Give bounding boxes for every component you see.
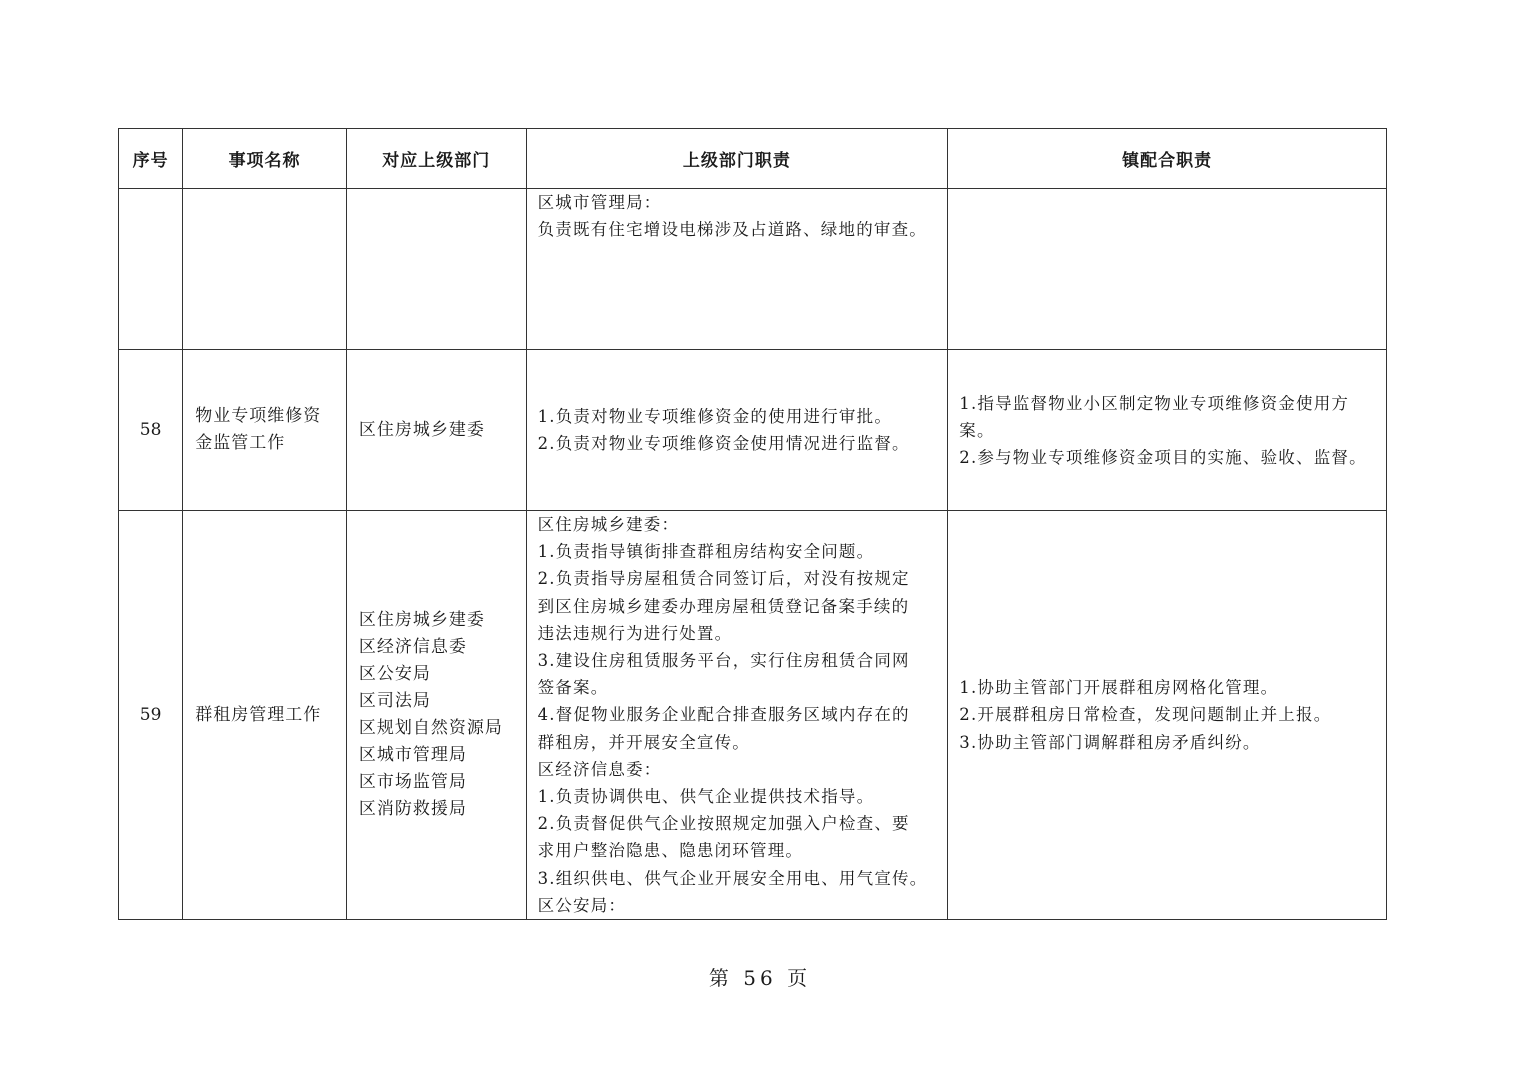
cell-name bbox=[183, 189, 347, 350]
name-line: 群租房管理工作 bbox=[195, 704, 322, 725]
name-line: 物业专项维修资 bbox=[195, 406, 322, 426]
header-town: 镇配合职责 bbox=[948, 129, 1387, 189]
duty-table bbox=[118, 128, 1387, 920]
duty-line: 1.负责指导镇街排查群租房结构安全问题。 bbox=[537, 542, 875, 562]
town-line: 3.协助主管部门调解群租房矛盾纠纷。 bbox=[959, 732, 1261, 752]
table-row bbox=[119, 189, 1387, 350]
duty-line: 求用户整治隐患、隐患闭环管理。 bbox=[537, 841, 804, 861]
duty-line: 2.负责指导房屋租赁合同签订后，对没有按规定 bbox=[537, 569, 910, 589]
table-row bbox=[119, 511, 1387, 920]
dept-line: 区经济信息委 bbox=[358, 637, 467, 658]
cell-duty bbox=[526, 350, 948, 511]
cell-duty bbox=[526, 511, 948, 920]
dept-line: 区市场监管局 bbox=[358, 772, 467, 793]
town-line: 2.开展群租房日常检查，发现问题制止并上报。 bbox=[959, 705, 1332, 725]
dept-line: 区住房城乡建委 bbox=[358, 610, 485, 631]
duty-line: 区公安局： bbox=[537, 895, 627, 915]
dept-line: 区住房城乡建委 bbox=[358, 419, 485, 440]
table-row bbox=[119, 350, 1387, 511]
cell-dept bbox=[346, 189, 526, 350]
duty-line: 1.负责协调供电、供气企业提供技术指导。 bbox=[537, 787, 875, 807]
duty-line: 3.建设住房租赁服务平台，实行住房租赁合同网 bbox=[537, 651, 910, 671]
dept-line: 区公安局 bbox=[358, 664, 431, 685]
header-name: 事项名称 bbox=[183, 129, 347, 189]
dept-line: 区规划自然资源局 bbox=[358, 718, 503, 739]
cell-seq: 59 bbox=[119, 511, 183, 920]
header-dept: 对应上级部门 bbox=[346, 129, 526, 189]
duty-line: 2.负责对物业专项维修资金使用情况进行监督。 bbox=[537, 434, 910, 453]
duty-line: 4.督促物业服务企业配合排查服务区域内存在的 bbox=[537, 705, 910, 725]
duty-line: 3.组织供电、供气企业开展安全用电、用气宣传。 bbox=[537, 868, 928, 888]
cell-seq: 58 bbox=[119, 350, 183, 511]
dept-line: 区司法局 bbox=[358, 691, 431, 712]
town-line: 案。 bbox=[959, 421, 995, 441]
duty-line: 到区住房城乡建委办理房屋租赁登记备案手续的 bbox=[537, 596, 910, 616]
duty-line: 违法违规行为进行处置。 bbox=[537, 623, 733, 643]
dept-line: 区消防救援局 bbox=[358, 799, 467, 820]
duty-line: 区经济信息委： bbox=[537, 759, 662, 779]
duty-line: 群租房，并开展安全宣传。 bbox=[537, 732, 750, 752]
page-number: 第 56 页 bbox=[708, 966, 812, 990]
table-header-row bbox=[119, 129, 1387, 189]
cell-town bbox=[948, 350, 1387, 511]
cell-dept bbox=[346, 511, 526, 920]
duty-line: 负责既有住宅增设电梯涉及占道路、绿地的审查。 bbox=[537, 220, 927, 240]
cell-dept bbox=[346, 350, 526, 511]
cell-duty bbox=[526, 189, 948, 350]
dept-line: 区城市管理局 bbox=[358, 745, 467, 766]
cell-name bbox=[183, 511, 347, 920]
cell-name bbox=[183, 350, 347, 511]
duty-line: 2.负责督促供气企业按照规定加强入户检查、要 bbox=[537, 814, 910, 834]
town-line: 2.参与物业专项维修资金项目的实施、验收、监督。 bbox=[959, 448, 1367, 468]
duty-line: 1.负责对物业专项维修资金的使用进行审批。 bbox=[537, 406, 893, 426]
duty-line: 区住房城乡建委： bbox=[537, 515, 680, 534]
cell-seq bbox=[119, 189, 183, 350]
header-seq: 序号 bbox=[119, 129, 183, 189]
cell-town bbox=[948, 189, 1387, 350]
cell-town bbox=[948, 511, 1387, 920]
town-line: 1.指导监督物业小区制定物业专项维修资金使用方 bbox=[959, 394, 1350, 413]
name-line: 金监管工作 bbox=[195, 433, 286, 453]
duty-line: 签备案。 bbox=[537, 678, 609, 698]
town-line: 1.协助主管部门开展群租房网格化管理。 bbox=[959, 678, 1279, 698]
header-duty: 上级部门职责 bbox=[526, 129, 948, 189]
duty-line: 区城市管理局： bbox=[537, 193, 662, 212]
